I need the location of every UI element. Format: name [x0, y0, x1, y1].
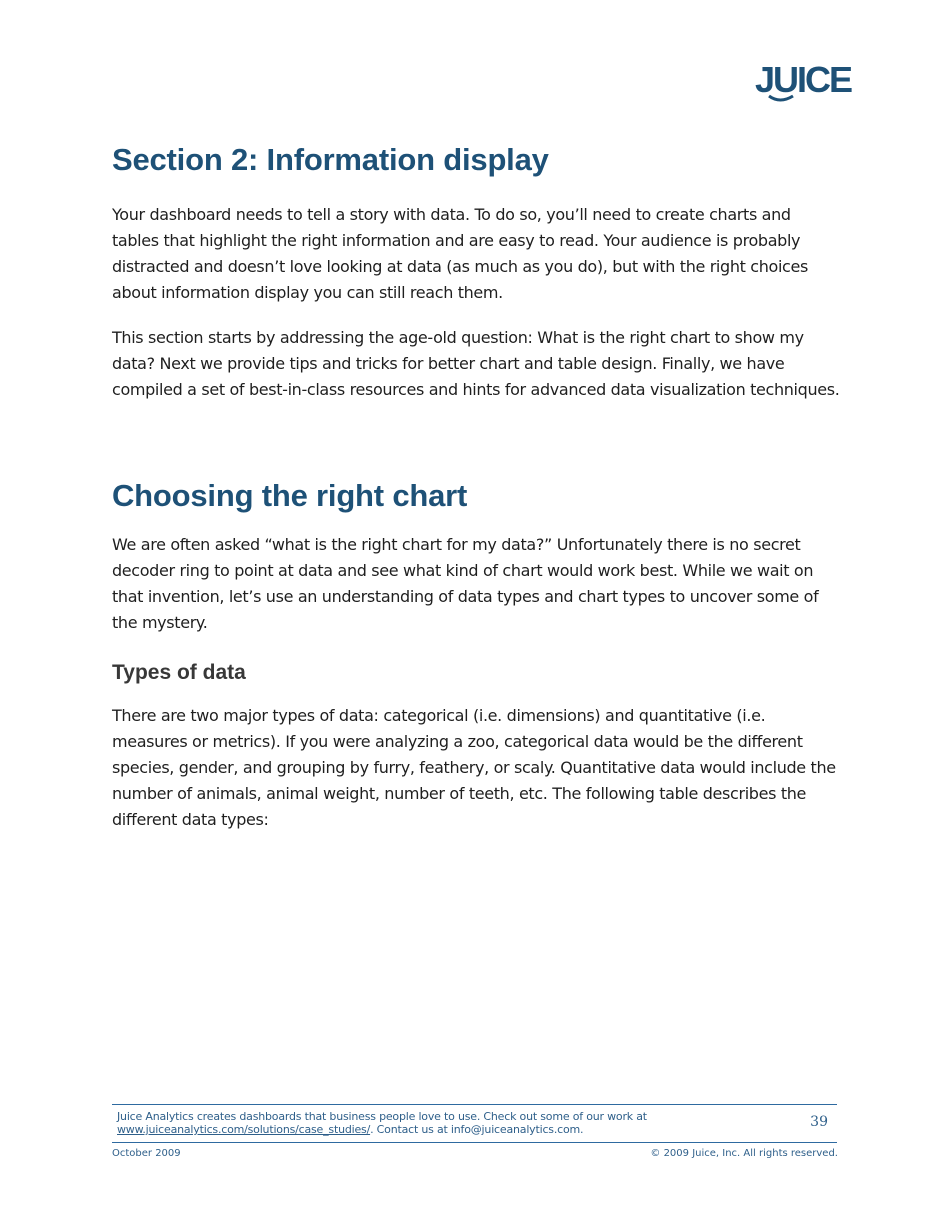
types-of-data-heading: Types of data	[112, 661, 246, 684]
footer-blurb	[117, 1110, 757, 1136]
footer-copyright: © 2009 Juice, Inc. All rights reserved.	[650, 1148, 838, 1159]
footer-blurb-prefix: Juice Analytics creates dashboards that business people love to use. Check out some of our work at	[117, 1110, 647, 1123]
case-studies-link[interactable]: www.juiceanalytics.com/solutions/case_studies/	[117, 1123, 371, 1136]
page-number: 39	[810, 1114, 828, 1130]
footer-rule-top	[112, 1104, 837, 1105]
types-of-data-paragraph: There are two major types of data: categorical (i.e. dimensions) and quantitative (i.e. measures or metrics). If you were analyzing a zoo, categorical data would be the different species, gender, and grouping by furry, feathery, or scaly. Quantitative data would include the number of animals, animal weight, number of teeth, etc. The following table describes the different data types:	[112, 706, 836, 829]
footer-rule-bottom	[112, 1142, 837, 1143]
section-title: Section 2: Information display	[112, 142, 549, 177]
choosing-chart-heading: Choosing the right chart	[112, 478, 468, 513]
choosing-chart-paragraph: We are often asked “what is the right chart for my data?” Unfortunately there is no secret decoder ring to point at data and see what kind of chart would work best. While we wait on that invention, let’s use an understanding of data types and chart types to uncover some of the mystery.	[112, 535, 819, 632]
intro-paragraph-2: This section starts by addressing the age-old question: What is the right chart to show my data? Next we provide tips and tricks for better chart and table design. Finally, we have compiled a set of best-in-class resources and hints for advanced data visualization techniques.	[112, 328, 840, 399]
footer-date: October 2009	[112, 1148, 181, 1159]
intro-paragraph-1: Your dashboard needs to tell a story with data. To do so, you’ll need to create charts and tables that highlight the right information and are easy to read. Your audience is probably distracted and doesn’t love looking at data (as much as you do), but with the right choices about information display you can still reach them.	[112, 205, 808, 302]
juice-logo	[755, 52, 852, 106]
footer-blurb-suffix: . Contact us at info@juiceanalytics.com.	[370, 1123, 584, 1136]
logo-wordmark: JUICE	[755, 59, 852, 100]
